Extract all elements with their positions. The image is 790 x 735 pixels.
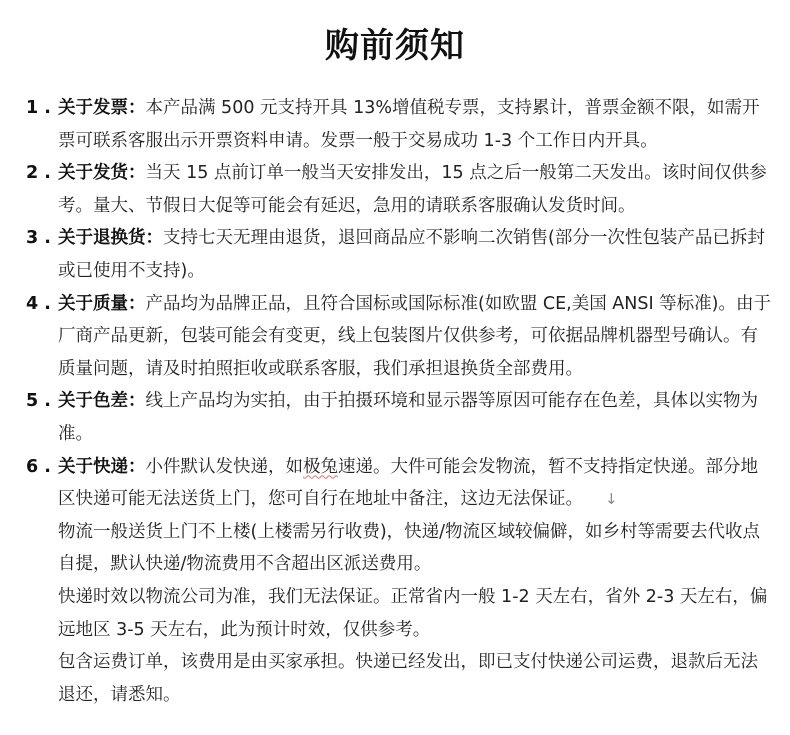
- spellcheck-marked-word: 极兔: [303, 456, 338, 477]
- notice-item-returns: [26, 222, 771, 287]
- item-heading: 关于质量：: [58, 293, 146, 314]
- item-number: 5 .: [26, 391, 51, 412]
- notice-item-invoice: [26, 92, 771, 157]
- notice-list: [26, 92, 771, 711]
- page-title: 购前须知: [325, 26, 465, 66]
- notice-item-color: [26, 385, 771, 450]
- item-number: 6 .: [26, 456, 51, 477]
- item-text: 支持七天无理由退货，退回商品应不影响二次销售(部分一次性包装产品已拆封或已使用不支持)。: [58, 228, 765, 281]
- item-text: 小件默认发快递，如: [145, 456, 303, 477]
- courier-paragraph: 包含运费订单，该费用是由买家承担。快递已经发出，即已支付快递公司运费，退款后无法退还，请悉知。: [58, 652, 758, 705]
- item-text: 当天 15 点前订单一般当天安排发出，15 点之后一般第二天发出。该时间仅供参考。量大、节假日大促等可能会有延迟，急用的请联系客服确认发货时间。: [58, 163, 767, 216]
- item-number: 1 .: [26, 98, 51, 118]
- notice-item-courier: [26, 451, 771, 516]
- item-text: 产品均为品牌正品，且符合国标或国际标准(如欧盟 CE,美国 ANSI 等标准)。由于厂商产品更新，包装可能会有变更，线上包装图片仅供参考，可依据品牌机器型号确认。有质量问题，请及时拍照拒收或联系客服，我们承担退换货全部费用。: [58, 293, 772, 379]
- item-number: 2 .: [26, 163, 51, 184]
- item-number: 4 .: [26, 293, 51, 314]
- courier-paragraph: 快递时效以物流公司为准，我们无法保证。正常省内一般 1-2 天左右，省外 2-3 天左右，偏远地区 3-5 天左右，此为预计时效，仅供参考。: [58, 586, 768, 640]
- item-heading: 关于退换货：: [58, 228, 163, 249]
- item-heading: 关于发票：: [58, 98, 146, 118]
- item-heading: 关于发货：: [58, 163, 146, 184]
- courier-paragraph: 物流一般送货上门不上楼(上楼需另行收费)，快递/物流区域较偏僻，如乡村等需要去代收点自提，默认快递/物流费用不含超出区派送费用。: [58, 521, 761, 575]
- item-text: 本产品满 500 元支持开具 13%增值税专票，支持累计，普票金额不限，如需开票可联系客服出示开票资料申请。发票一般于交易成功 1-3 个工作日内开具。: [58, 98, 760, 151]
- item-text: 线上产品均为实拍，由于拍摄环境和显示器等原因可能存在色差，具体以实物为准。: [58, 391, 758, 444]
- notice-item-shipping: [26, 157, 771, 222]
- item-heading: 关于快递：: [58, 456, 146, 477]
- down-arrow-icon: ↓: [605, 490, 618, 509]
- notice-item-quality: [26, 288, 771, 386]
- item-text: 速递。大件可能会发物流，暂不支持指定快递。部分地区快递可能无法送货上门，您可自行在地址中备注，这边无法保证。: [58, 456, 758, 510]
- item-number: 3 .: [26, 228, 51, 249]
- item-heading: 关于色差：: [58, 391, 146, 412]
